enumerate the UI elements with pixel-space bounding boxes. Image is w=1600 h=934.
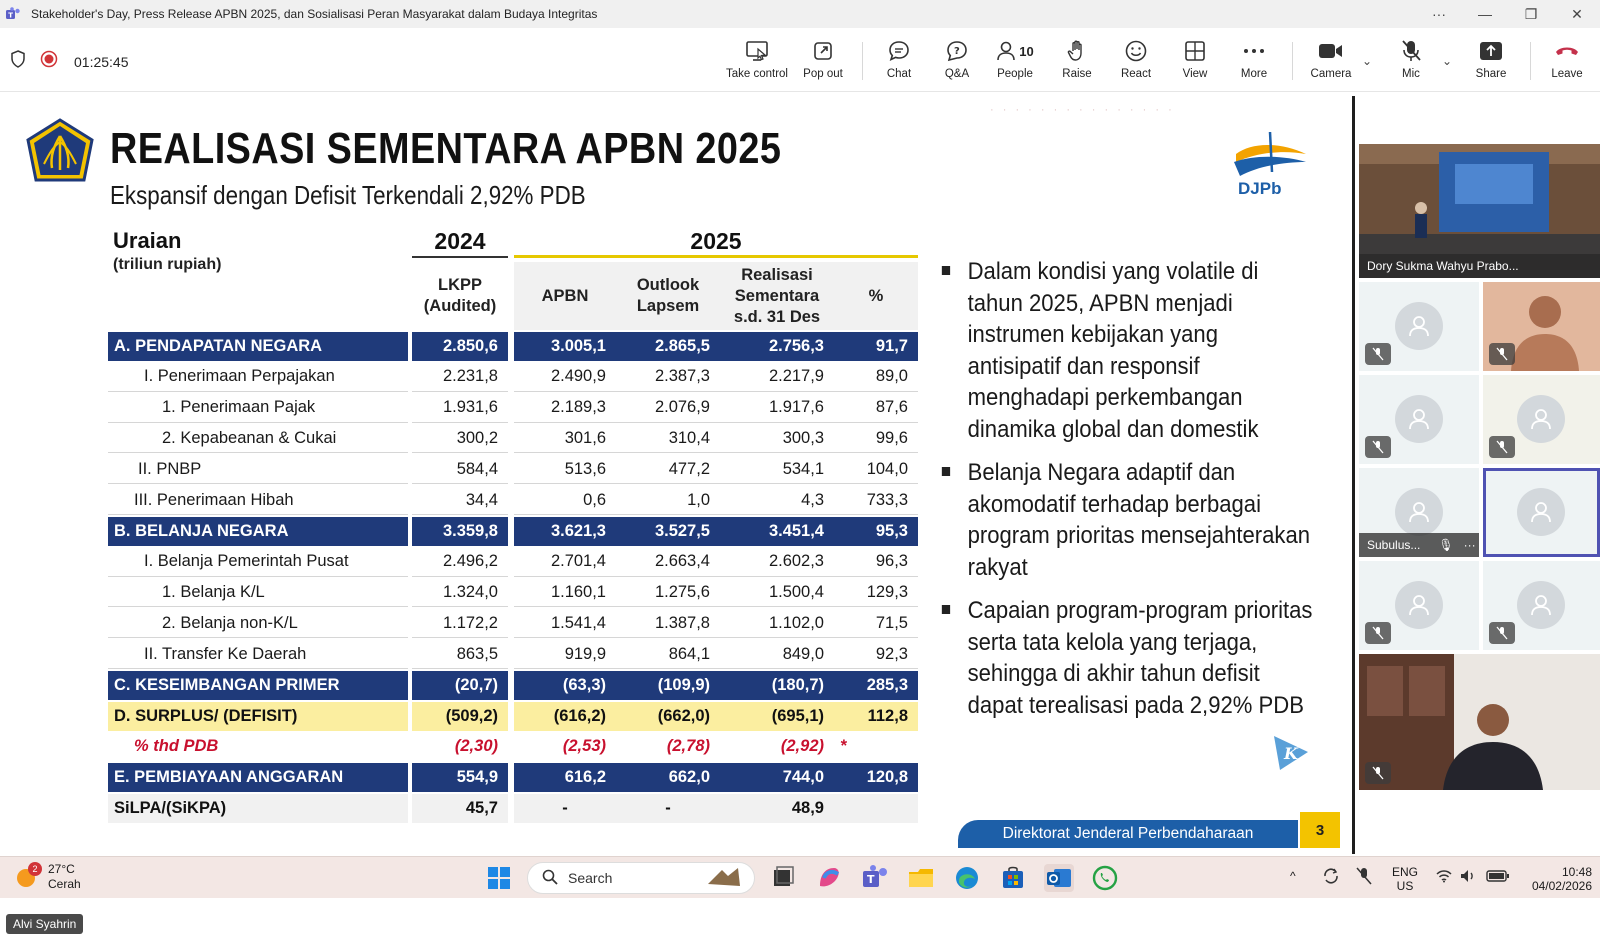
- mic-muted-icon: 🎙: [1438, 538, 1454, 552]
- row-label: SiLPA/(SiKPA): [108, 794, 408, 823]
- cell-lkpp: 2.850,6: [412, 332, 508, 361]
- cell-outlook: 3.527,5: [616, 517, 720, 546]
- cell-realisasi: 3.451,4: [720, 517, 834, 546]
- cell-lkpp: 2.231,8: [412, 363, 508, 392]
- qa-button[interactable]: ? Q&A: [924, 36, 990, 86]
- participant-name: Subulus... 🎙 ···: [1359, 533, 1479, 557]
- search-label: Search: [568, 870, 613, 886]
- row-label: 2. Kepabeanan & Cukai: [108, 424, 408, 453]
- cell-realisasi: (695,1): [720, 702, 834, 731]
- table-row: [108, 640, 918, 671]
- clock[interactable]: 10:48 04/02/2026: [1531, 865, 1592, 893]
- participant-tile-video[interactable]: [1483, 282, 1600, 371]
- cell-apbn: 616,2: [514, 763, 616, 792]
- cell-apbn: 513,6: [514, 455, 616, 484]
- mic-muted-icon: [1365, 622, 1391, 644]
- recording-icon: [40, 50, 58, 73]
- cell-apbn: 2.189,3: [514, 394, 616, 423]
- weather-badge: 2: [28, 862, 42, 876]
- meeting-timer: 01:25:45: [74, 53, 129, 70]
- toolbar-divider: [1530, 42, 1531, 80]
- table-row: [108, 332, 918, 363]
- cell-realisasi: 849,0: [720, 640, 834, 669]
- svg-text:DJPb: DJPb: [1238, 179, 1282, 198]
- mic-options-chevron-icon[interactable]: ⌄: [1442, 54, 1453, 68]
- cell-outlook: (2,78): [666, 737, 710, 756]
- windows-taskbar: [0, 856, 1600, 898]
- cell-apbn: 2.701,4: [514, 548, 616, 577]
- svg-text:T: T: [867, 873, 875, 886]
- weather-widget[interactable]: [14, 862, 81, 892]
- weather-desc: Cerah: [48, 877, 81, 891]
- table-row: [108, 394, 918, 425]
- cell-outlook: 310,4: [616, 424, 720, 453]
- slide-footer: Direktorat Jenderal Perbendaharaan: [958, 820, 1298, 848]
- row-label: I. Belanja Pemerintah Pusat: [108, 548, 408, 577]
- edge-icon[interactable]: [952, 864, 982, 892]
- cell-apbn: (63,3): [514, 671, 616, 700]
- table-row: [108, 455, 918, 486]
- cell-lkpp: 584,4: [412, 455, 508, 484]
- row-label: III. Penerimaan Hibah: [108, 486, 408, 515]
- table-row: [108, 609, 918, 640]
- bullet-item: Capaian program-program prioritas serta tata kelola yang terjaga, sehingga di akhir tahun defisit dapat terealisasi pada 2,92% PDB: [940, 595, 1317, 721]
- header-uraian: Uraian: [113, 228, 182, 253]
- share-button[interactable]: Share: [1458, 36, 1524, 86]
- participant-name: Dory Sukma Wahyu Prabo...: [1359, 254, 1600, 278]
- people-button[interactable]: 10 People: [997, 43, 1034, 80]
- file-explorer-icon[interactable]: [906, 864, 936, 892]
- whatsapp-icon[interactable]: [1090, 864, 1120, 892]
- cell-apbn: 1.541,4: [514, 609, 616, 638]
- row-label: 1. Penerimaan Pajak: [108, 394, 408, 423]
- meeting-toolbar: [0, 28, 1600, 92]
- svg-text:T: T: [8, 11, 13, 20]
- bullet-dot: [942, 467, 950, 476]
- more-button[interactable]: More: [1221, 36, 1287, 86]
- cell-realisasi: (180,7): [720, 671, 834, 700]
- cell-apbn: -: [514, 794, 616, 823]
- participant-tile-video[interactable]: [1359, 654, 1600, 790]
- row-label: 1. Belanja K/L: [108, 578, 408, 607]
- volume-icon[interactable]: [1460, 869, 1476, 886]
- cell-percent: 112,8: [834, 702, 918, 731]
- start-button[interactable]: [484, 864, 514, 892]
- chat-button[interactable]: Chat: [866, 36, 932, 86]
- store-icon[interactable]: [998, 864, 1028, 892]
- participant-tile[interactable]: [1359, 468, 1479, 557]
- cell-percent: [834, 794, 918, 823]
- avatar-icon: [1395, 488, 1443, 536]
- cell-percent: 87,6: [834, 394, 918, 423]
- react-button[interactable]: React: [1103, 36, 1169, 86]
- people-count: 10: [1019, 43, 1034, 59]
- cell-outlook: 1.275,6: [616, 578, 720, 607]
- cell-percent: 95,3: [834, 517, 918, 546]
- task-view-icon[interactable]: [768, 864, 798, 892]
- toolbar-divider: [1292, 42, 1293, 80]
- cell-apbn: (616,2): [514, 702, 616, 731]
- cell-realisasi: 2.602,3: [720, 548, 834, 577]
- pop-out-button[interactable]: Pop out: [790, 36, 856, 86]
- cell-outlook: 662,0: [616, 763, 720, 792]
- table-row: [108, 517, 918, 548]
- teams-taskbar-icon[interactable]: [860, 864, 890, 892]
- cell-lkpp: 1.172,2: [412, 609, 508, 638]
- cell-outlook: (109,9): [616, 671, 720, 700]
- bullet-item: Dalam kondisi yang volatile di tahun 2025, APBN menjadi instrumen kebijakan yang antisipatif dan responsif menghadapi perkembangan dinamika global dan domestik: [940, 256, 1317, 445]
- table-row: [108, 794, 918, 825]
- cell-percent: 89,0: [834, 363, 918, 392]
- close-button[interactable]: ✕: [1571, 5, 1583, 22]
- participant-tile[interactable]: [1483, 375, 1600, 464]
- cell-lkpp: 2.496,2: [412, 548, 508, 577]
- bullet-item: Belanja Negara adaptif dan akomodatif terhadap berbagai program prioritas mensejahterakan rakyat: [940, 457, 1317, 583]
- minimize-button[interactable]: —: [1478, 6, 1492, 22]
- cell-realisasi: 1.500,4: [720, 578, 834, 607]
- camera-options-chevron-icon[interactable]: ⌄: [1362, 54, 1373, 68]
- cell-apbn: 0,6: [514, 486, 616, 515]
- mic-muted-icon: [1489, 436, 1515, 458]
- cell-outlook: -: [616, 794, 720, 823]
- header-lkpp: LKPP (Audited): [423, 276, 497, 315]
- row-label: A. PENDAPATAN NEGARA: [108, 332, 408, 361]
- row-label: % thd PDB: [134, 737, 219, 756]
- camera-button[interactable]: Camera: [1298, 36, 1364, 86]
- row-label: C. KESEIMBANGAN PRIMER: [108, 671, 408, 700]
- table-row: [108, 671, 918, 702]
- avatar-icon: [1517, 395, 1565, 443]
- row-label: D. SURPLUS/ (DEFISIT): [108, 702, 408, 731]
- svg-text:?: ?: [954, 46, 960, 57]
- take-control-button[interactable]: Take control: [724, 36, 790, 86]
- header-outlook: Outlook Lapsem: [616, 262, 720, 330]
- cell-lkpp: 1.931,6: [412, 394, 508, 423]
- sync-icon[interactable]: [1322, 867, 1340, 888]
- cell-apbn: (2,53): [562, 737, 606, 756]
- participant-tile-selected[interactable]: [1483, 468, 1600, 557]
- cell-outlook: 2.076,9: [616, 394, 720, 423]
- slide-page-number: 3: [1300, 812, 1340, 848]
- cell-lkpp: (509,2): [412, 702, 508, 731]
- cell-lkpp: 34,4: [412, 486, 508, 515]
- cell-lkpp: 1.324,0: [412, 578, 508, 607]
- taskbar-search[interactable]: [527, 862, 755, 894]
- table-row: [108, 732, 918, 763]
- cell-lkpp: 863,5: [412, 640, 508, 669]
- participant-tile[interactable]: [1359, 375, 1479, 464]
- table-row: [108, 763, 918, 794]
- avatar-icon: [1395, 302, 1443, 350]
- header-realisasi: Realisasi Sementara s.d. 31 Des: [720, 262, 834, 330]
- mic-muted-icon: [1489, 343, 1515, 365]
- shield-icon: [10, 50, 26, 73]
- avatar-icon: [1517, 488, 1565, 536]
- outlook-icon[interactable]: [1044, 864, 1074, 892]
- cell-realisasi: 4,3: [720, 486, 834, 515]
- cell-apbn: 919,9: [514, 640, 616, 669]
- leave-button[interactable]: Leave: [1534, 36, 1600, 86]
- more-options-icon[interactable]: ···: [1463, 538, 1476, 552]
- cell-lkpp: 3.359,8: [412, 517, 508, 546]
- table-row: [108, 578, 918, 609]
- avatar-icon: [1517, 581, 1565, 629]
- language-indicator[interactable]: ENG US: [1392, 865, 1419, 893]
- cell-percent: 92,3: [834, 640, 918, 669]
- weather-temp: 27°C: [48, 862, 75, 876]
- cell-percent: 733,3: [834, 486, 918, 515]
- row-label: I. Penerimaan Perpajakan: [108, 363, 408, 392]
- participant-tile[interactable]: [1359, 282, 1479, 371]
- cell-apbn: 1.160,1: [514, 578, 616, 607]
- presenter-name-tag: Alvi Syahrin: [6, 914, 83, 934]
- cell-percent: 96,3: [834, 548, 918, 577]
- table-row: [108, 486, 918, 517]
- cell-realisasi: 534,1: [720, 455, 834, 484]
- table-row: [108, 424, 918, 455]
- table-row: [108, 548, 918, 579]
- cell-outlook: 1,0: [616, 486, 720, 515]
- participant-tile[interactable]: [1483, 561, 1600, 650]
- cell-outlook: 1.387,8: [616, 609, 720, 638]
- raise-hand-button[interactable]: Raise: [1044, 36, 1110, 86]
- cell-percent: 99,6: [834, 424, 918, 453]
- cell-percent: 129,3: [834, 578, 918, 607]
- wifi-icon[interactable]: [1436, 869, 1452, 886]
- k-logo-icon: [1270, 732, 1312, 774]
- svg-text:K: K: [1284, 744, 1298, 763]
- cell-realisasi: 2.756,3: [720, 332, 834, 361]
- participants-panel: [1355, 96, 1600, 854]
- header-year-2025: 2025: [514, 228, 918, 258]
- slide-title: REALISASI SEMENTARA APBN 2025: [110, 124, 782, 173]
- cell-realisasi: 1.102,0: [720, 609, 834, 638]
- slide-subtitle: Ekspansif dengan Defisit Terkendali 2,92% PDB: [110, 180, 586, 210]
- bullet-dot: [942, 266, 950, 275]
- djpb-logo: [1228, 132, 1312, 196]
- cell-outlook: 864,1: [616, 640, 720, 669]
- cell-lkpp: (2,30): [454, 737, 498, 756]
- cell-outlook: 477,2: [616, 455, 720, 484]
- cell-realisasi: 1.917,6: [720, 394, 834, 423]
- toolbar-divider: [862, 42, 863, 80]
- cell-lkpp: 45,7: [412, 794, 508, 823]
- header-year-2024: 2024: [412, 228, 508, 258]
- tray-chevron-up-icon[interactable]: ^: [1290, 869, 1296, 883]
- cell-apbn: 3.621,3: [514, 517, 616, 546]
- cell-percent: 91,7: [834, 332, 918, 361]
- bullet-list: [940, 256, 1320, 733]
- cell-apbn: 2.490,9: [514, 363, 616, 392]
- header-unit: (triliun rupiah): [113, 256, 222, 273]
- participant-tile[interactable]: [1359, 561, 1479, 650]
- avatar-icon: [1395, 395, 1443, 443]
- row-label: II. PNBP: [108, 455, 408, 484]
- header-apbn: APBN: [514, 262, 616, 330]
- cell-outlook: 2.663,4: [616, 548, 720, 577]
- row-label: E. PEMBIAYAAN ANGGARAN: [108, 763, 408, 792]
- cell-percent: 285,3: [834, 671, 918, 700]
- more-options-icon[interactable]: ···: [1432, 6, 1446, 22]
- mic-muted-icon: [1489, 622, 1515, 644]
- window-title: Stakeholder's Day, Press Release APBN 2025, dan Sosialisasi Peran Masyarakat dalam Budaya Integritas: [31, 7, 598, 21]
- window-title-bar: [0, 0, 1600, 28]
- cell-lkpp: (20,7): [412, 671, 508, 700]
- weather-sun-icon: [14, 864, 40, 890]
- view-button[interactable]: View: [1162, 36, 1228, 86]
- mic-button[interactable]: Mic: [1378, 36, 1444, 86]
- mic-muted-icon: [1365, 343, 1391, 365]
- cell-realisasi: 744,0: [720, 763, 834, 792]
- avatar-icon: [1395, 581, 1443, 629]
- kemenkeu-logo-icon: [24, 118, 96, 190]
- top-watermark: · · · · · · · · · · · · · · ·: [990, 104, 1175, 116]
- cell-realisasi: 2.217,9: [720, 363, 834, 392]
- mic-muted-tray-icon[interactable]: [1356, 867, 1372, 888]
- cell-percent: 104,0: [834, 455, 918, 484]
- participant-tile-main[interactable]: [1359, 144, 1600, 278]
- battery-icon[interactable]: [1486, 869, 1510, 886]
- cell-percent: *: [840, 737, 847, 756]
- cell-outlook: 2.865,5: [616, 332, 720, 361]
- mic-muted-icon: [1365, 762, 1391, 784]
- row-label: B. BELANJA NEGARA: [108, 517, 408, 546]
- header-percent: %: [834, 262, 918, 330]
- cell-apbn: 301,6: [514, 424, 616, 453]
- search-icon: [542, 869, 558, 888]
- teams-icon: [5, 6, 21, 22]
- person-video-icon: [1359, 654, 1600, 790]
- bullet-dot: [942, 605, 950, 614]
- cell-lkpp: 300,2: [412, 424, 508, 453]
- cell-percent: 120,8: [834, 763, 918, 792]
- cell-outlook: 2.387,3: [616, 363, 720, 392]
- search-highlight-icon: [704, 866, 744, 891]
- cell-apbn: 3.005,1: [514, 332, 616, 361]
- cell-realisasi: 300,3: [720, 424, 834, 453]
- copilot-icon[interactable]: [814, 864, 844, 892]
- row-label: 2. Belanja non-K/L: [108, 609, 408, 638]
- cell-percent: 71,5: [834, 609, 918, 638]
- cell-realisasi: 48,9: [720, 794, 834, 823]
- maximize-button[interactable]: ❐: [1524, 5, 1538, 22]
- table-row: [108, 702, 918, 733]
- row-label: II. Transfer Ke Daerah: [108, 640, 408, 669]
- mic-muted-icon: [1365, 436, 1391, 458]
- table-row: [108, 363, 918, 394]
- cell-outlook: (662,0): [616, 702, 720, 731]
- cell-realisasi: (2,92): [780, 737, 824, 756]
- cell-lkpp: 554,9: [412, 763, 508, 792]
